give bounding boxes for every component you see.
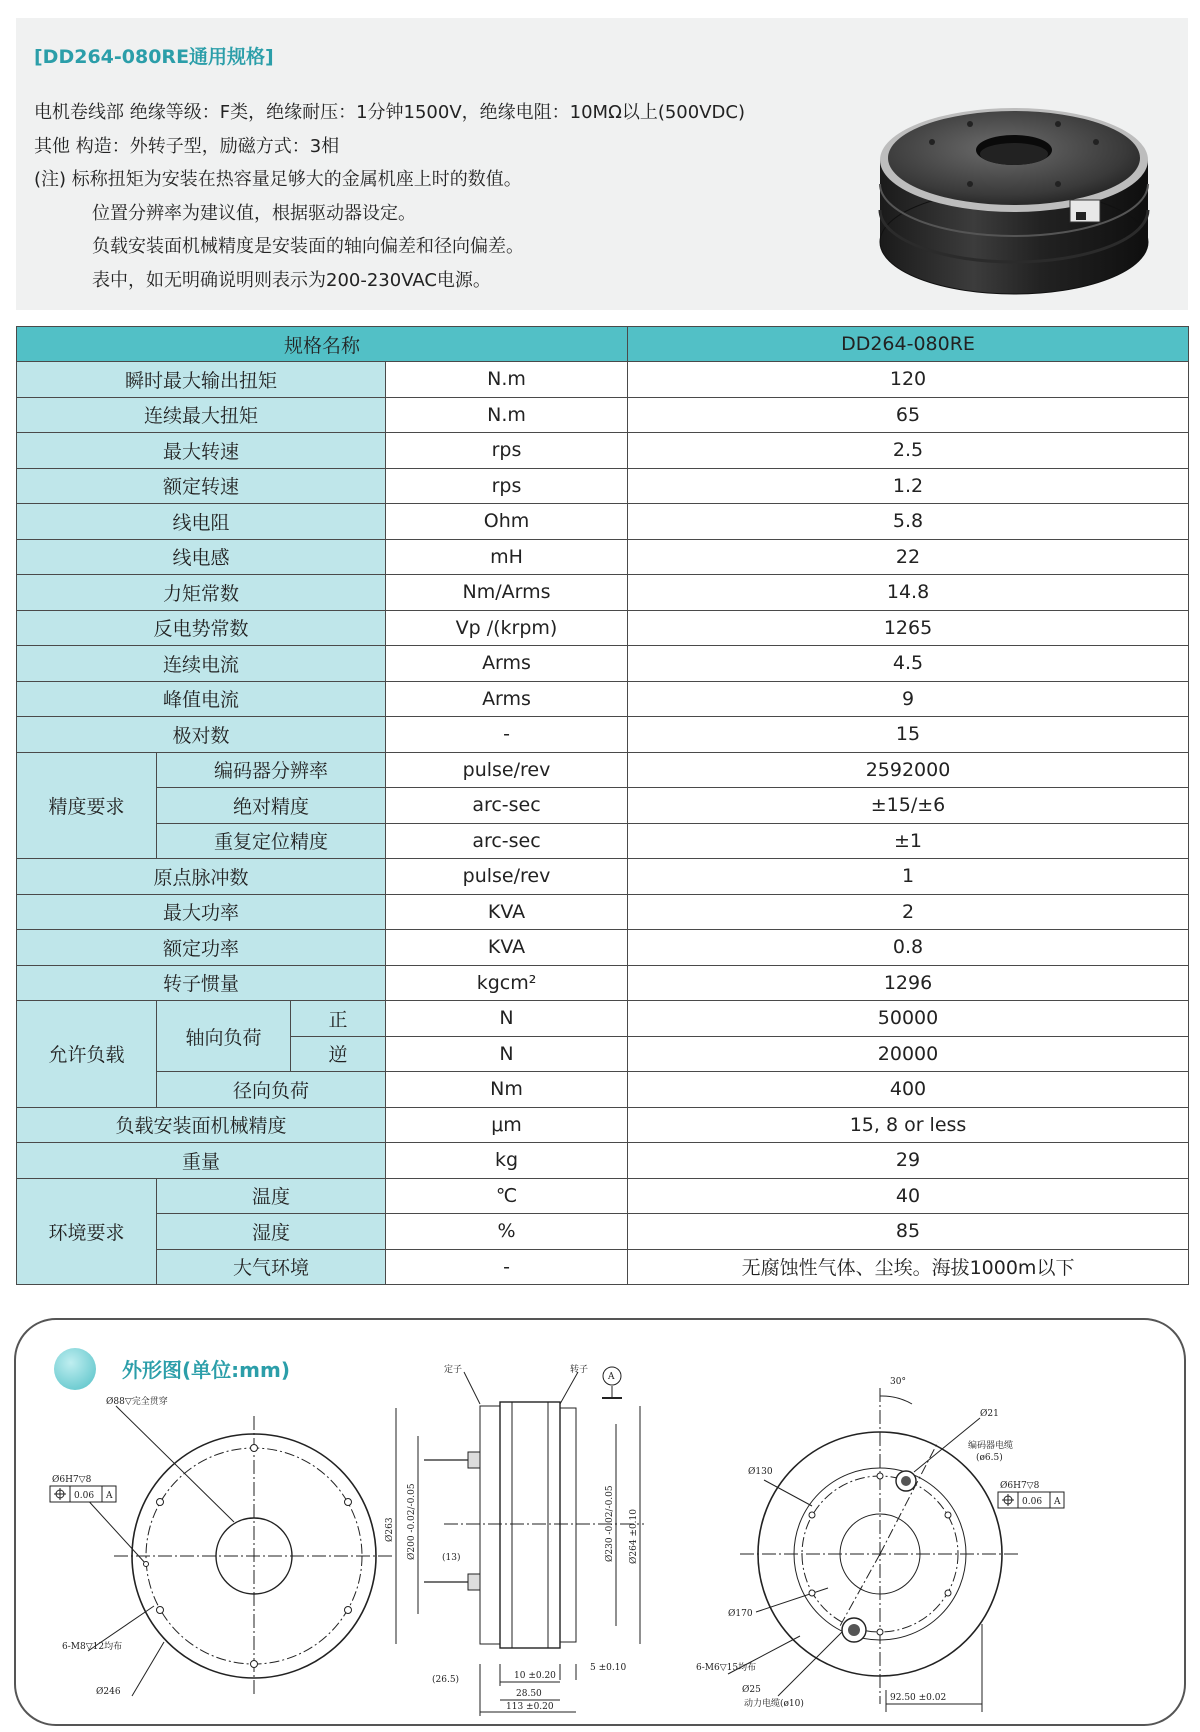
row-unit: Arms bbox=[386, 681, 628, 717]
row-unit: rps bbox=[386, 433, 628, 469]
table-row bbox=[17, 1249, 1189, 1285]
row-name: 额定功率 bbox=[17, 930, 386, 966]
row-unit: N bbox=[386, 1001, 628, 1037]
row-value: 29 bbox=[628, 1143, 1189, 1179]
table-row bbox=[17, 752, 1189, 788]
row-name: 线电阻 bbox=[17, 504, 386, 540]
row-value: 4.5 bbox=[628, 646, 1189, 682]
row-unit: N.m bbox=[386, 362, 628, 398]
table-row bbox=[17, 894, 1189, 930]
table-row bbox=[17, 362, 1189, 398]
row-name: 正 bbox=[291, 1001, 386, 1037]
subgroup-axial: 轴向负荷 bbox=[157, 1001, 291, 1072]
side-d200-label: Ø200 -0.02/-0.05 bbox=[407, 1483, 417, 1560]
row-name: 负载安装面机械精度 bbox=[17, 1107, 386, 1143]
rear-datum-label: A bbox=[1054, 1497, 1061, 1507]
group-accuracy: 精度要求 bbox=[17, 752, 157, 859]
row-value: ±15/±6 bbox=[628, 788, 1189, 824]
table-row bbox=[17, 965, 1189, 1001]
row-value: 1.2 bbox=[628, 468, 1189, 504]
table-row bbox=[17, 859, 1189, 895]
row-unit: Ohm bbox=[386, 504, 628, 540]
rear-power-label: 动力电缆(ø10) bbox=[744, 1699, 804, 1709]
row-name: 湿度 bbox=[157, 1214, 386, 1250]
row-name: 温度 bbox=[157, 1178, 386, 1214]
row-value: 5.8 bbox=[628, 504, 1189, 540]
table-row bbox=[17, 1143, 1189, 1179]
row-name: 逆 bbox=[291, 1036, 386, 1072]
rear-holes-label: 6-M6▽15均布 bbox=[696, 1663, 757, 1673]
row-unit: kg bbox=[386, 1143, 628, 1179]
rear-fit-label: Ø6H7▽8 bbox=[1000, 1481, 1040, 1491]
row-name: 转子惯量 bbox=[17, 965, 386, 1001]
group-environment: 环境要求 bbox=[17, 1178, 157, 1285]
row-value: 400 bbox=[628, 1072, 1189, 1108]
row-unit: Vp /(krpm) bbox=[386, 610, 628, 646]
row-name: 力矩常数 bbox=[17, 575, 386, 611]
row-unit: rps bbox=[386, 468, 628, 504]
group-load: 允许负载 bbox=[17, 1001, 157, 1108]
row-value: 2 bbox=[628, 894, 1189, 930]
row-name: 径向负荷 bbox=[157, 1072, 386, 1108]
spec-line-note-resolution: 位置分辨率为建议值，根据驱动器设定。 bbox=[92, 202, 416, 224]
row-name: 反电势常数 bbox=[17, 610, 386, 646]
row-value: 15, 8 or less bbox=[628, 1107, 1189, 1143]
drawing-title: 外形图(单位:mm) bbox=[122, 1358, 290, 1382]
row-value: 20000 bbox=[628, 1036, 1189, 1072]
rear-encoder-size-label: (ø6.5) bbox=[976, 1453, 1003, 1463]
front-datum-label: A bbox=[106, 1491, 113, 1501]
row-value: 无腐蚀性气体、尘埃。海拔1000m以下 bbox=[628, 1249, 1189, 1285]
row-unit: pulse/rev bbox=[386, 859, 628, 895]
row-unit: - bbox=[386, 1249, 628, 1285]
front-pcd-label: Ø246 bbox=[96, 1687, 121, 1697]
row-name: 瞬时最大输出扭矩 bbox=[17, 362, 386, 398]
row-value: 1265 bbox=[628, 610, 1189, 646]
side-d230-label: Ø230 -0.02/-0.05 bbox=[605, 1485, 615, 1562]
row-name: 连续最大扭矩 bbox=[17, 397, 386, 433]
side-d264-label: Ø264 ±0.10 bbox=[629, 1509, 639, 1564]
table-row bbox=[17, 646, 1189, 682]
rear-d170-label: Ø170 bbox=[728, 1609, 753, 1619]
row-unit: KVA bbox=[386, 894, 628, 930]
row-unit: - bbox=[386, 717, 628, 753]
side-d10-label: 10 ±0.20 bbox=[514, 1671, 556, 1681]
row-value: 65 bbox=[628, 397, 1189, 433]
table-row bbox=[17, 681, 1189, 717]
row-unit: N bbox=[386, 1036, 628, 1072]
row-value: 9 bbox=[628, 681, 1189, 717]
row-value: 1 bbox=[628, 859, 1189, 895]
side-d5-label: 5 ±0.10 bbox=[590, 1663, 627, 1673]
row-name: 极对数 bbox=[17, 717, 386, 753]
table-header-row bbox=[17, 327, 1189, 362]
row-value: 2592000 bbox=[628, 752, 1189, 788]
row-value: 22 bbox=[628, 539, 1189, 575]
table-row bbox=[17, 930, 1189, 966]
spec-line-structure: 其他 构造：外转子型，励磁方式：3相 bbox=[34, 135, 340, 157]
row-unit: kgcm² bbox=[386, 965, 628, 1001]
table-row bbox=[17, 1214, 1189, 1250]
table-row bbox=[17, 1107, 1189, 1143]
row-value: 14.8 bbox=[628, 575, 1189, 611]
front-holes-label: 6-M8▽12均布 bbox=[62, 1642, 123, 1652]
side-rotor-label: 转子 bbox=[570, 1365, 589, 1375]
row-value: 0.8 bbox=[628, 930, 1189, 966]
row-unit: arc-sec bbox=[386, 823, 628, 859]
rear-d25-label: Ø25 bbox=[742, 1685, 761, 1695]
row-unit: mH bbox=[386, 539, 628, 575]
row-unit: μm bbox=[386, 1107, 628, 1143]
row-name: 编码器分辨率 bbox=[157, 752, 386, 788]
table-row bbox=[17, 717, 1189, 753]
table-row bbox=[17, 1001, 1189, 1037]
side-d113-label: 113 ±0.20 bbox=[506, 1702, 554, 1712]
row-unit: N.m bbox=[386, 397, 628, 433]
row-value: 2.5 bbox=[628, 433, 1189, 469]
table-row bbox=[17, 575, 1189, 611]
row-value: 120 bbox=[628, 362, 1189, 398]
front-thru-label: Ø88▽完全贯穿 bbox=[106, 1397, 168, 1407]
row-value: 40 bbox=[628, 1178, 1189, 1214]
side-d13-label: (13) bbox=[442, 1553, 461, 1563]
rear-tol-label: 0.06 bbox=[1022, 1497, 1043, 1507]
spec-line-note-torque: (注) 标称扭矩为安装在热容量足够大的金属机座上时的数值。 bbox=[34, 169, 522, 190]
row-name: 线电感 bbox=[17, 539, 386, 575]
side-d263-label: Ø263 bbox=[385, 1517, 395, 1542]
spec-line-note-accuracy: 负载安装面机械精度是安装面的轴向偏差和径向偏差。 bbox=[92, 236, 524, 257]
row-name: 大气环境 bbox=[157, 1249, 386, 1285]
side-d26-label: (26.5) bbox=[432, 1675, 460, 1685]
row-name: 连续电流 bbox=[17, 646, 386, 682]
row-name: 绝对精度 bbox=[157, 788, 386, 824]
side-view-drawing bbox=[384, 1364, 674, 1724]
table-row bbox=[17, 504, 1189, 540]
row-unit: Nm bbox=[386, 1072, 628, 1108]
rear-d92-label: 92.50 ±0.02 bbox=[890, 1693, 947, 1703]
table-row bbox=[17, 539, 1189, 575]
row-name: 最大转速 bbox=[17, 433, 386, 469]
spec-table bbox=[16, 326, 1189, 1285]
outline-drawing-panel bbox=[14, 1318, 1186, 1726]
row-unit: % bbox=[386, 1214, 628, 1250]
front-tol-label: 0.06 bbox=[74, 1491, 95, 1501]
row-value: 1296 bbox=[628, 965, 1189, 1001]
row-name: 额定转速 bbox=[17, 468, 386, 504]
general-spec-lines bbox=[34, 96, 745, 297]
motor-product-image bbox=[874, 72, 1154, 300]
side-stator-label: 定子 bbox=[444, 1365, 463, 1375]
rear-d130-label: Ø130 bbox=[748, 1467, 773, 1477]
general-spec-panel bbox=[16, 18, 1188, 310]
table-row bbox=[17, 823, 1189, 859]
table-row bbox=[17, 468, 1189, 504]
header-spec-name: 规格名称 bbox=[17, 327, 628, 362]
spec-line-note-power: 表中，如无明确说明则表示为200-230VAC电源。 bbox=[92, 269, 491, 291]
header-model: DD264-080RE bbox=[628, 327, 1189, 362]
row-value: 85 bbox=[628, 1214, 1189, 1250]
general-spec-title: [DD264-080RE通用规格] bbox=[34, 46, 274, 68]
row-unit: pulse/rev bbox=[386, 752, 628, 788]
row-value: ±1 bbox=[628, 823, 1189, 859]
table-row bbox=[17, 433, 1189, 469]
side-d28-label: 28.50 bbox=[516, 1689, 542, 1699]
row-name: 峰值电流 bbox=[17, 681, 386, 717]
row-unit: Arms bbox=[386, 646, 628, 682]
row-name: 重复定位精度 bbox=[157, 823, 386, 859]
row-unit: arc-sec bbox=[386, 788, 628, 824]
rear-view-drawing bbox=[680, 1364, 1090, 1714]
table-row bbox=[17, 610, 1189, 646]
row-name: 重量 bbox=[17, 1143, 386, 1179]
spec-line-insulation: 电机卷线部 绝缘等级：F类，绝缘耐压：1分钟1500V，绝缘电阻：10MΩ以上(500VDC) bbox=[34, 102, 745, 123]
table-row bbox=[17, 788, 1189, 824]
front-fit-label: Ø6H7▽8 bbox=[52, 1475, 92, 1485]
row-unit: Nm/Arms bbox=[386, 575, 628, 611]
row-value: 15 bbox=[628, 717, 1189, 753]
rear-angle-label: 30° bbox=[890, 1377, 906, 1387]
row-value: 50000 bbox=[628, 1001, 1189, 1037]
side-datum-label: A bbox=[608, 1372, 615, 1382]
front-view-drawing bbox=[44, 1376, 404, 1716]
table-row bbox=[17, 1072, 1189, 1108]
table-row bbox=[17, 1178, 1189, 1214]
row-name: 原点脉冲数 bbox=[17, 859, 386, 895]
rear-encoder-label: 编码器电缆 bbox=[968, 1441, 1014, 1451]
row-name: 最大功率 bbox=[17, 894, 386, 930]
rear-d21-label: Ø21 bbox=[980, 1409, 999, 1419]
row-unit: ℃ bbox=[386, 1178, 628, 1214]
table-row bbox=[17, 397, 1189, 433]
row-unit: KVA bbox=[386, 930, 628, 966]
